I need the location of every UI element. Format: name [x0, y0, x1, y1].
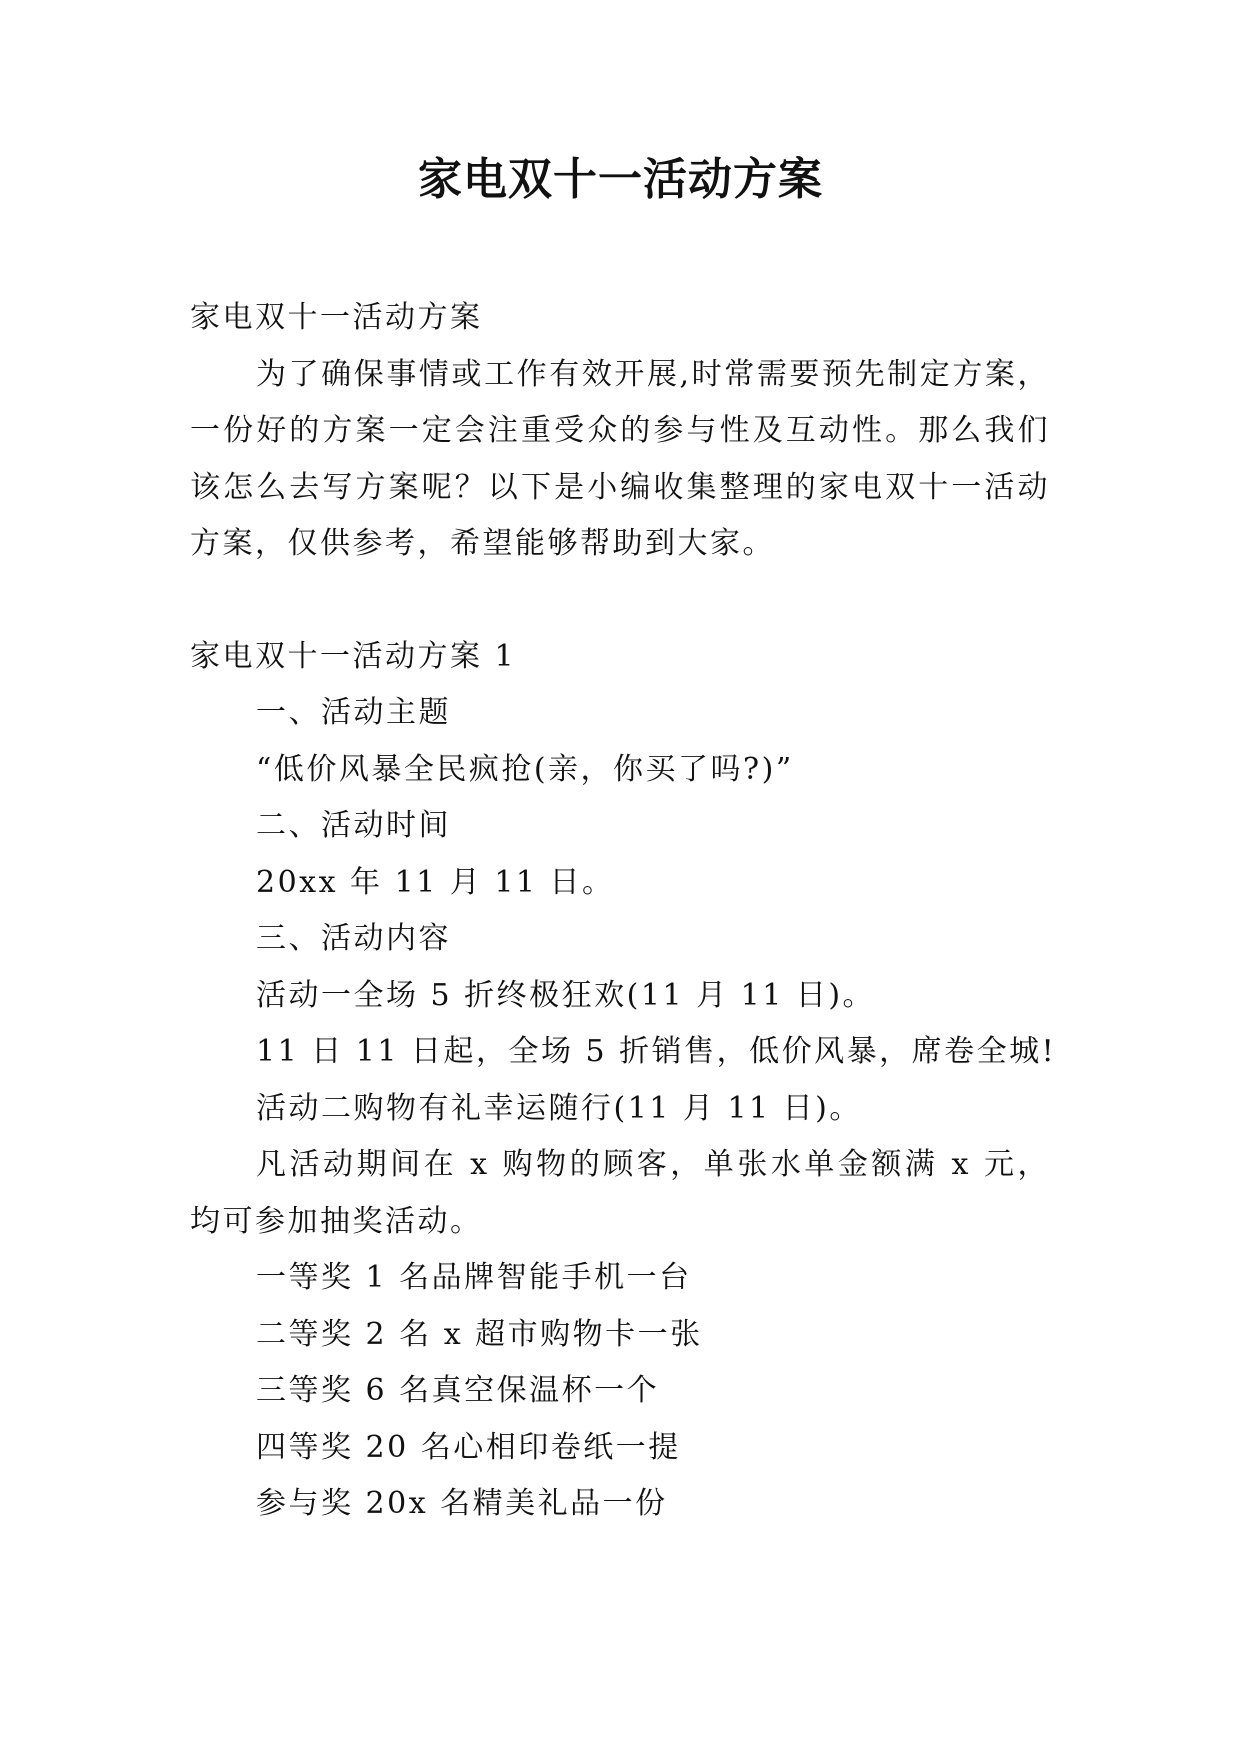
section-heading: 家电双十一活动方案 1 [190, 638, 517, 674]
intro-heading: 家电双十一活动方案 [190, 300, 483, 335]
prize-item: 三等奖 6 名真空保温杯一个 [256, 1373, 660, 1408]
activity-two-text: 凡活动期间在 x 购物的顾客，单张水单金额满 x 元，均可参加抽奖活动。 [190, 1147, 1050, 1239]
theme-heading: 一、活动主题 [256, 695, 451, 730]
activity-two-title: 活动二购物有礼幸运随行(11 月 11 日)。 [256, 1090, 862, 1126]
prize-item: 四等奖 20 名心相印卷纸一提 [256, 1429, 681, 1465]
time-text: 20xx 年 11 月 11 日。 [256, 864, 615, 900]
content-heading: 三、活动内容 [256, 921, 451, 956]
time-heading: 二、活动时间 [256, 808, 451, 843]
intro-paragraph: 为了确保事情或工作有效开展,时常需要预先制定方案，一份好的方案一定会注重受众的参与性及互动性。那么我们该怎么去写方案呢？以下是小编收集整理的家电双十一活动方案，仅供参考，希望能够帮助到大家。 [190, 356, 1050, 561]
activity-one-text: 11 日 11 日起，全场 5 折销售，低价风暴，席卷全城! [256, 1034, 1057, 1069]
activity-one-title: 活动一全场 5 折终极狂欢(11 月 11 日)。 [256, 977, 876, 1013]
document-title: 家电双十一活动方案 [418, 154, 823, 205]
prize-item: 二等奖 2 名 x 超市购物卡一张 [256, 1316, 703, 1352]
document-body [190, 290, 1057, 1533]
theme-text: “低价风暴全民疯抢(亲，你买了吗?)” [256, 751, 794, 787]
paragraph-gap [190, 573, 1050, 629]
prize-item: 一等奖 1 名品牌智能手机一台 [256, 1260, 692, 1295]
prize-item: 参与奖 20x 名精美礼品一份 [256, 1486, 668, 1521]
